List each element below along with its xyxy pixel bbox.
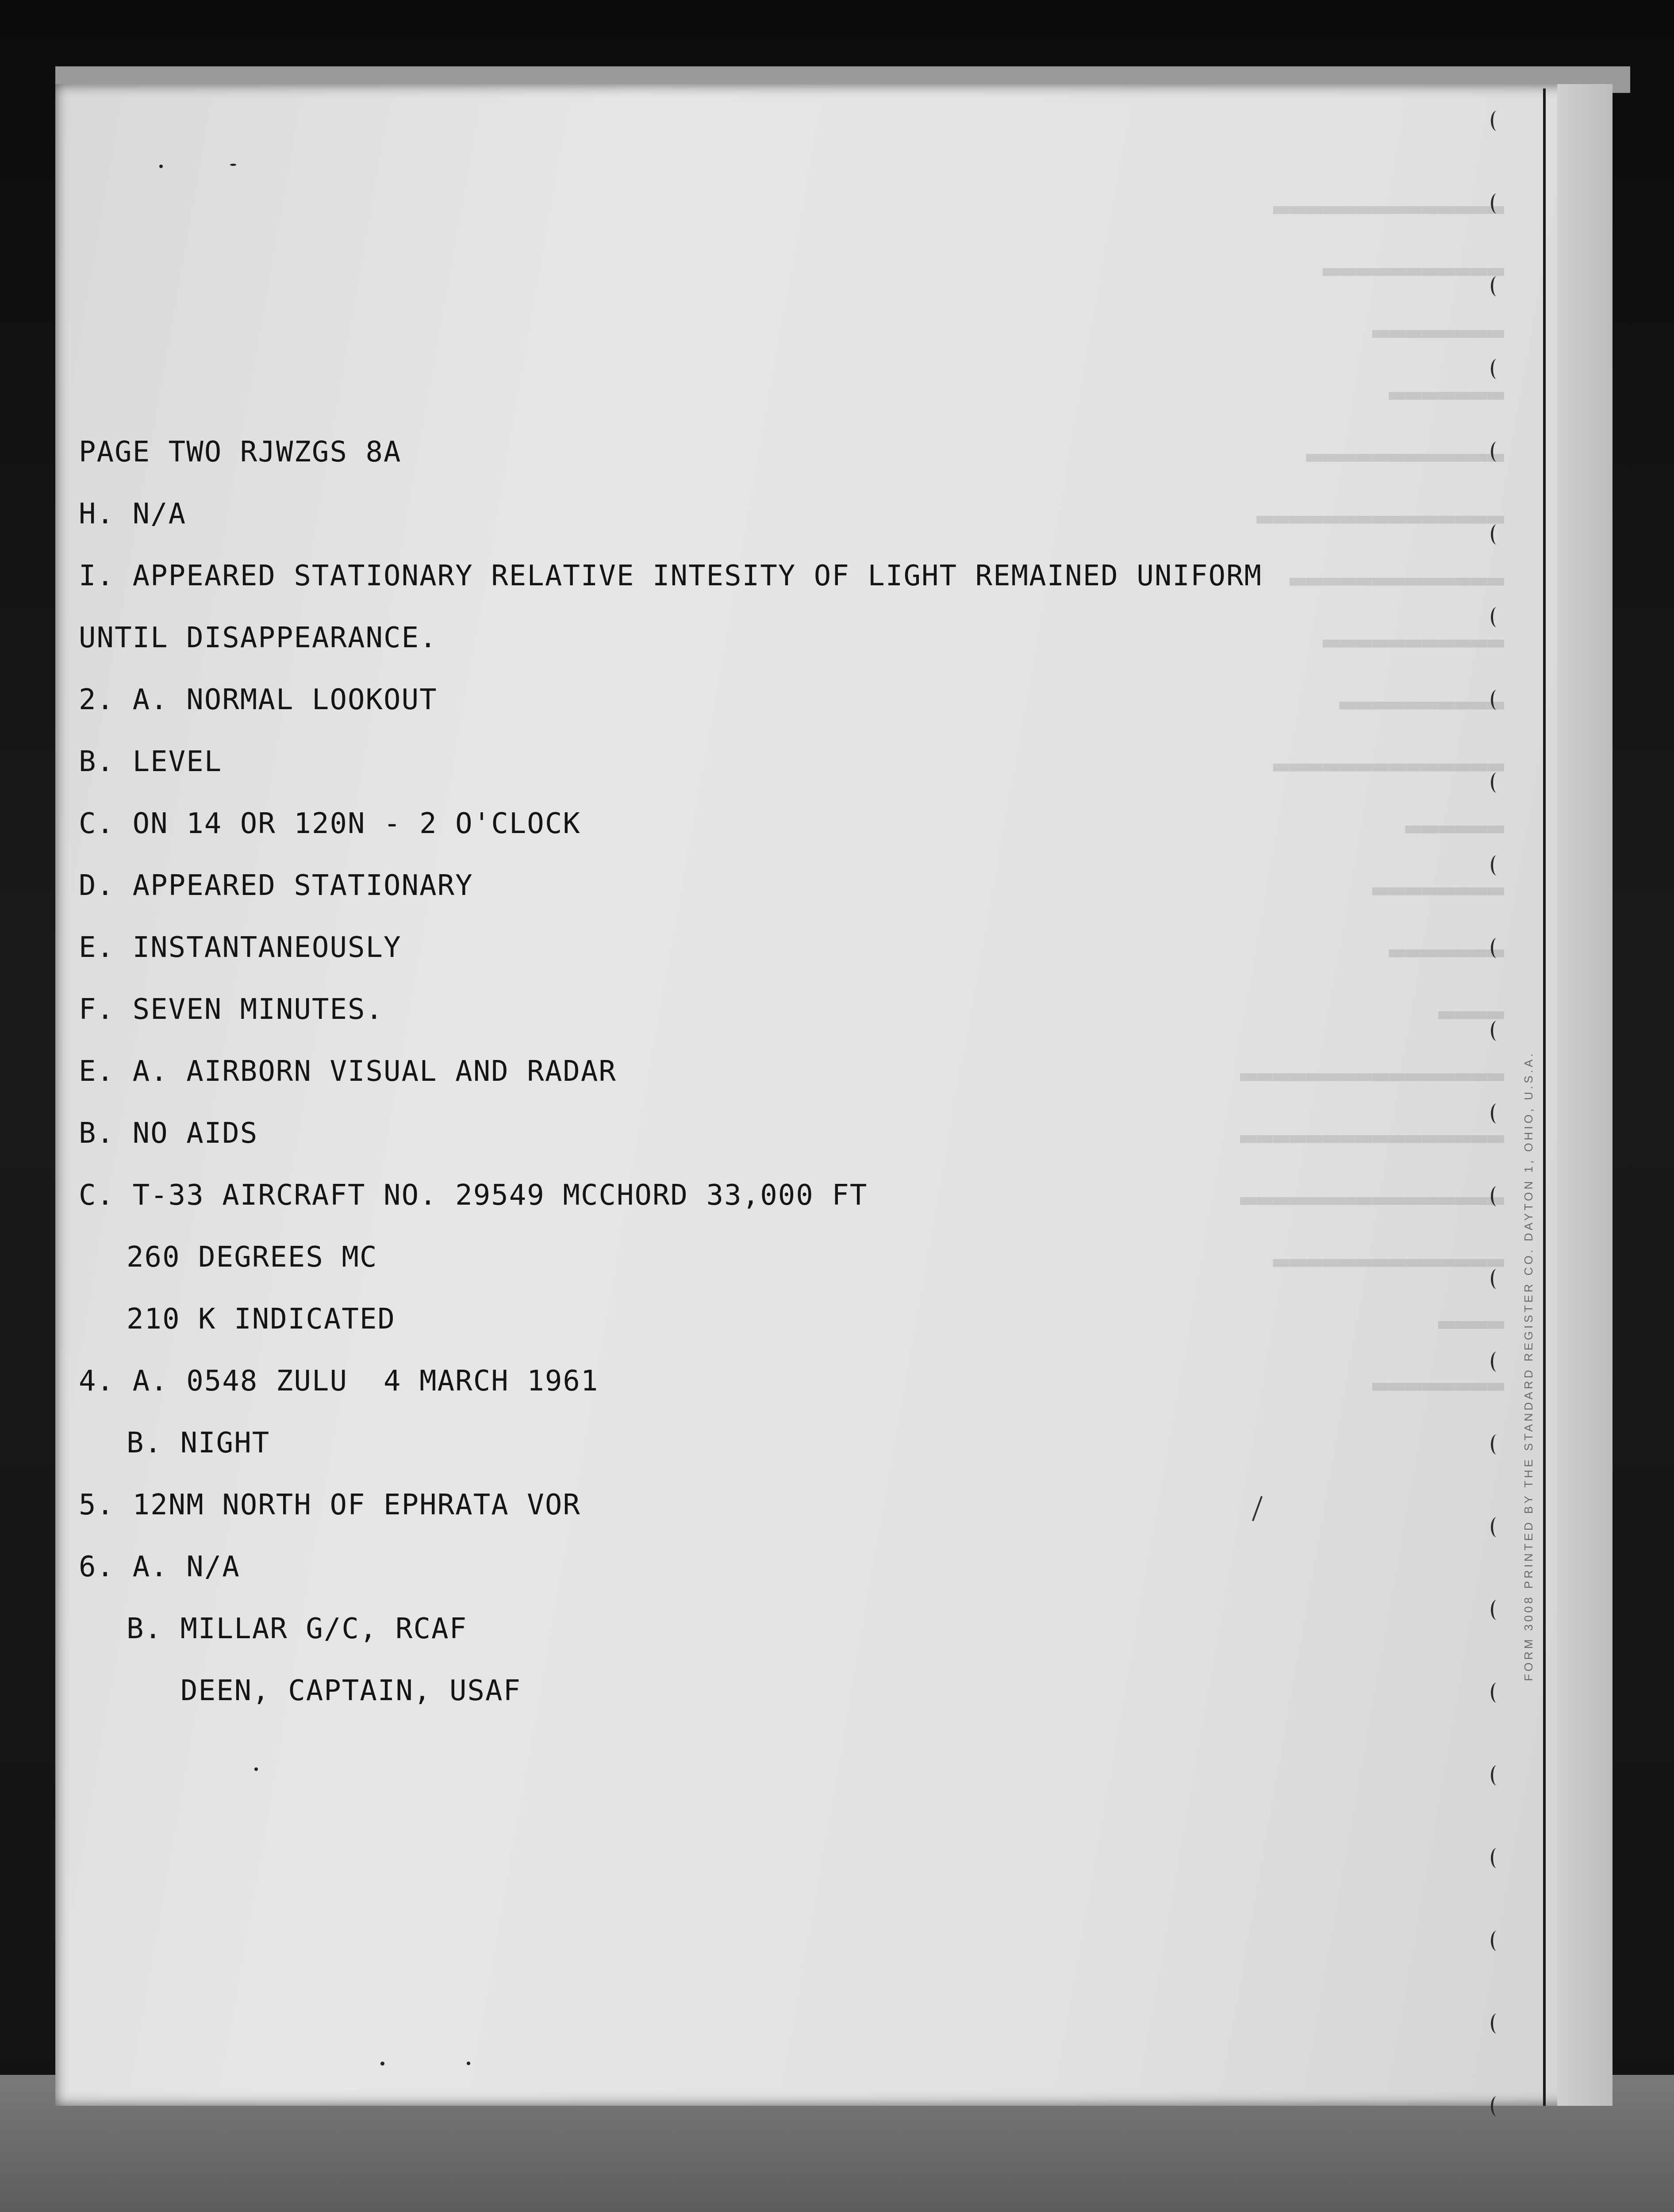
message-line: E. INSTANTANEOUSLY <box>79 931 402 964</box>
tractor-feed-strip <box>1557 84 1613 2106</box>
message-line: 6. A. N/A <box>79 1551 240 1583</box>
pin-feed-hole <box>1491 2013 1503 2034</box>
message-line: C. ON 14 OR 120N - 2 O'CLOCK <box>79 807 581 840</box>
message-line: E. A. AIRBORN VISUAL AND RADAR <box>79 1055 617 1088</box>
film-speck <box>254 1767 258 1771</box>
film-speck <box>380 2062 384 2066</box>
message-line: 4. A. 0548 ZULU 4 MARCH 1961 <box>79 1365 599 1398</box>
message-line: D. APPEARED STATIONARY <box>79 869 473 902</box>
pin-feed-hole <box>1491 276 1503 296</box>
message-line: I. APPEARED STATIONARY RELATIVE INTESITY OF LIGHT REMAINED UNIFORM <box>79 560 1263 592</box>
message-line: C. T-33 AIRCRAFT NO. 29549 MCCHORD 33,000 FT <box>79 1179 868 1212</box>
message-line: B. LEVEL <box>79 745 223 778</box>
film-speck <box>230 164 236 166</box>
pin-feed-hole <box>1491 111 1503 131</box>
film-speck <box>467 2062 470 2065</box>
pin-feed-hole <box>1491 1931 1503 1951</box>
pin-feed-hole <box>1491 359 1503 379</box>
message-line: 2. A. NORMAL LOOKOUT <box>79 684 438 716</box>
pin-feed-hole <box>1491 1765 1503 1786</box>
message-line: F. SEVEN MINUTES. <box>79 993 384 1026</box>
bleed-through-texture: ▬▬▬▬▬▬▬▬▬▬▬▬▬▬ ▬▬▬▬▬▬▬▬▬▬▬ ▬▬▬▬▬▬▬▬ ▬▬▬▬▬▬▬ ▬▬▬▬▬▬▬▬▬▬▬▬ ▬▬▬▬▬▬▬▬▬▬▬▬▬▬▬ ▬▬▬▬▬▬▬▬▬▬▬▬▬ ▬▬▬▬▬▬▬▬▬▬▬ ▬▬▬▬▬▬▬▬▬▬ ▬▬▬▬▬▬▬▬▬▬▬▬▬▬ ▬▬▬▬▬▬ ▬▬▬▬▬▬▬▬ ▬▬▬▬▬▬▬ ▬▬▬▬ ▬▬▬▬▬▬▬▬▬▬▬▬▬▬▬▬ ▬▬▬▬▬▬▬▬▬▬▬▬▬▬▬▬ ▬▬▬▬▬▬▬▬▬▬▬▬▬▬▬▬ ▬▬▬▬▬▬▬▬▬▬▬▬▬▬ ▬▬▬▬ ▬▬▬▬▬▬▬▬ <box>1240 192 1504 1401</box>
message-line: B. MILLAR G/C, RCAF <box>127 1613 468 1645</box>
teletype-message-body <box>79 421 1494 1722</box>
pin-feed-hole <box>1491 193 1503 214</box>
message-line: PAGE TWO RJWZGS 8A <box>79 436 402 469</box>
message-line: B. NO AIDS <box>79 1117 258 1150</box>
perforation-rule <box>1543 88 1546 2106</box>
message-line: B. NIGHT <box>127 1427 270 1459</box>
message-line: DEEN, CAPTAIN, USAF <box>180 1674 522 1707</box>
message-line: 260 DEGREES MC <box>127 1241 378 1274</box>
message-line: 210 K INDICATED <box>127 1303 395 1336</box>
message-line: H. N/A <box>79 498 187 530</box>
film-speck <box>159 165 163 168</box>
message-line: UNTIL DISAPPEARANCE. <box>79 622 438 654</box>
pin-feed-hole <box>1491 2096 1503 2116</box>
pin-feed-hole <box>1491 1848 1503 1868</box>
form-margin-imprint: FORM 3008 PRINTED BY THE STANDARD REGISTER CO. DAYTON 1, OHIO, U.S.A. <box>1522 1051 1535 1681</box>
message-line: 5. 12NM NORTH OF EPHRATA VOR <box>79 1489 581 1521</box>
